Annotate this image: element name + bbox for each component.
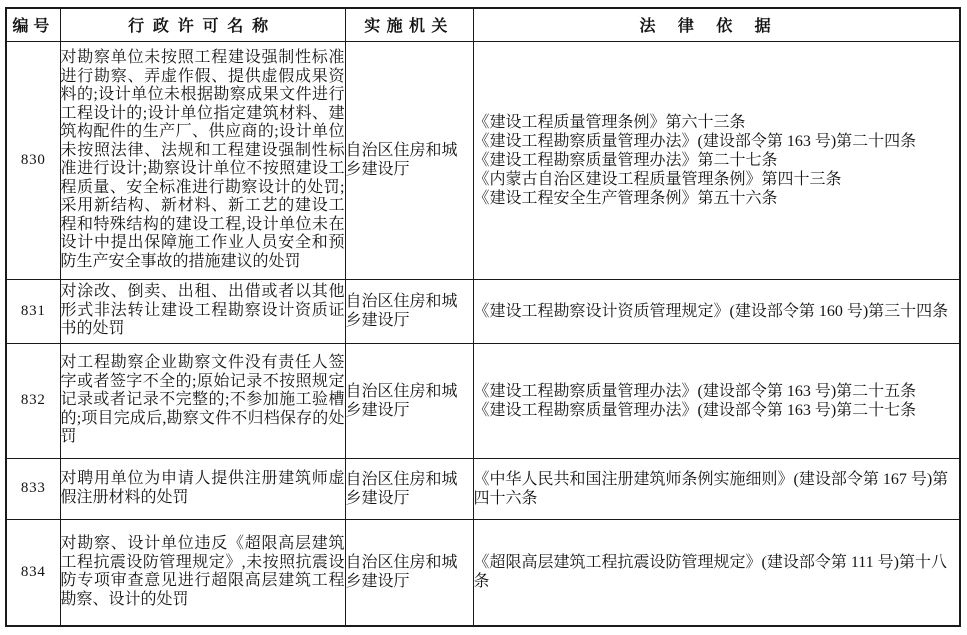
legal-basis (473, 343, 960, 458)
agency: 自治区住房和城乡建设厅 (345, 41, 473, 279)
row-number: 832 (6, 343, 60, 458)
table-row-833 (6, 458, 960, 519)
legal-line: 《超限高层建筑工程抗震设防管理规定》(建设部令第 111 号)第十八条 (473, 554, 947, 591)
legal-line: 《建设工程质量管理条例》第六十三条 (473, 113, 746, 131)
agency: 自治区住房和城乡建设厅 (345, 343, 473, 458)
license-name: 对聘用单位为申请人提供注册建筑师虚假注册材料的处罚 (60, 458, 345, 519)
legal-line: 《建设工程安全生产管理条例》第五十六条 (473, 189, 778, 207)
table-row-834 (6, 519, 960, 626)
row-number: 830 (6, 41, 60, 279)
header-number: 编号 (6, 8, 60, 41)
license-name: 对涂改、倒卖、出租、出借或者以其他形式非法转让建设工程勘察设计资质证书的处罚 (60, 279, 345, 343)
license-name: 对工程勘察企业勘察文件没有责任人签字或者签字不全的;原始记录不按照规定记录或者记录不完整的;不参加施工验槽的;项目完成后,勘察文件不归档保存的处罚 (60, 343, 345, 458)
legal-basis (473, 279, 960, 343)
table-row-832 (6, 343, 960, 458)
legal-line: 《建设工程勘察质量管理办法》(建设部令第 163 号)第二十七条 (473, 401, 917, 419)
table-row-830 (6, 41, 960, 279)
legal-line: 《建设工程勘察质量管理办法》(建设部令第 163 号)第二十四条 (473, 132, 917, 150)
table-header-row (6, 8, 960, 41)
legal-line: 《建设工程勘察质量管理办法》第二十七条 (473, 151, 778, 169)
legal-line: 《中华人民共和国注册建筑师条例实施细则》(建设部令第 167 号)第四十六条 (473, 470, 949, 507)
agency: 自治区住房和城乡建设厅 (345, 279, 473, 343)
admin-license-table (5, 7, 961, 627)
legal-basis (473, 41, 960, 279)
header-legal-basis: 法律依据 (473, 8, 960, 41)
table-row-831 (6, 279, 960, 343)
legal-basis (473, 519, 960, 626)
agency: 自治区住房和城乡建设厅 (345, 519, 473, 626)
legal-line: 《建设工程勘察质量管理办法》(建设部令第 163 号)第二十五条 (473, 382, 917, 400)
row-number: 834 (6, 519, 60, 626)
legal-basis (473, 458, 960, 519)
legal-line: 《建设工程勘察设计资质管理规定》(建设部令第 160 号)第三十四条 (473, 302, 949, 320)
row-number: 831 (6, 279, 60, 343)
row-number: 833 (6, 458, 60, 519)
legal-line: 《内蒙古自治区建设工程质量管理条例》第四十三条 (473, 170, 842, 188)
agency: 自治区住房和城乡建设厅 (345, 458, 473, 519)
license-name: 对勘察单位未按照工程建设强制性标准进行勘察、弄虚作假、提供虚假成果资料的;设计单位未根据勘察成果文件进行工程设计的;设计单位指定建筑材料、建筑构配件的生产厂、供应商的;设计单位未按照法律、法规和工程建设强制性标准进行设计;勘察设计单位不按照建设工程质量、安全标准进行勘察设计的处罚;采用新结构、新材料、新工艺的建设工程和特殊结构的建设工程,设计单位未在设计中提出保障施工作业人员安全和预防生产安全事故的措施建议的处罚 (60, 41, 345, 279)
document-page (0, 7, 967, 635)
header-agency: 实施机关 (345, 8, 473, 41)
header-license-name: 行政许可名称 (60, 8, 345, 41)
license-name: 对勘察、设计单位违反《超限高层建筑工程抗震设防管理规定》,未按照抗震设防专项审查意见进行超限高层建筑工程勘察、设计的处罚 (60, 519, 345, 626)
